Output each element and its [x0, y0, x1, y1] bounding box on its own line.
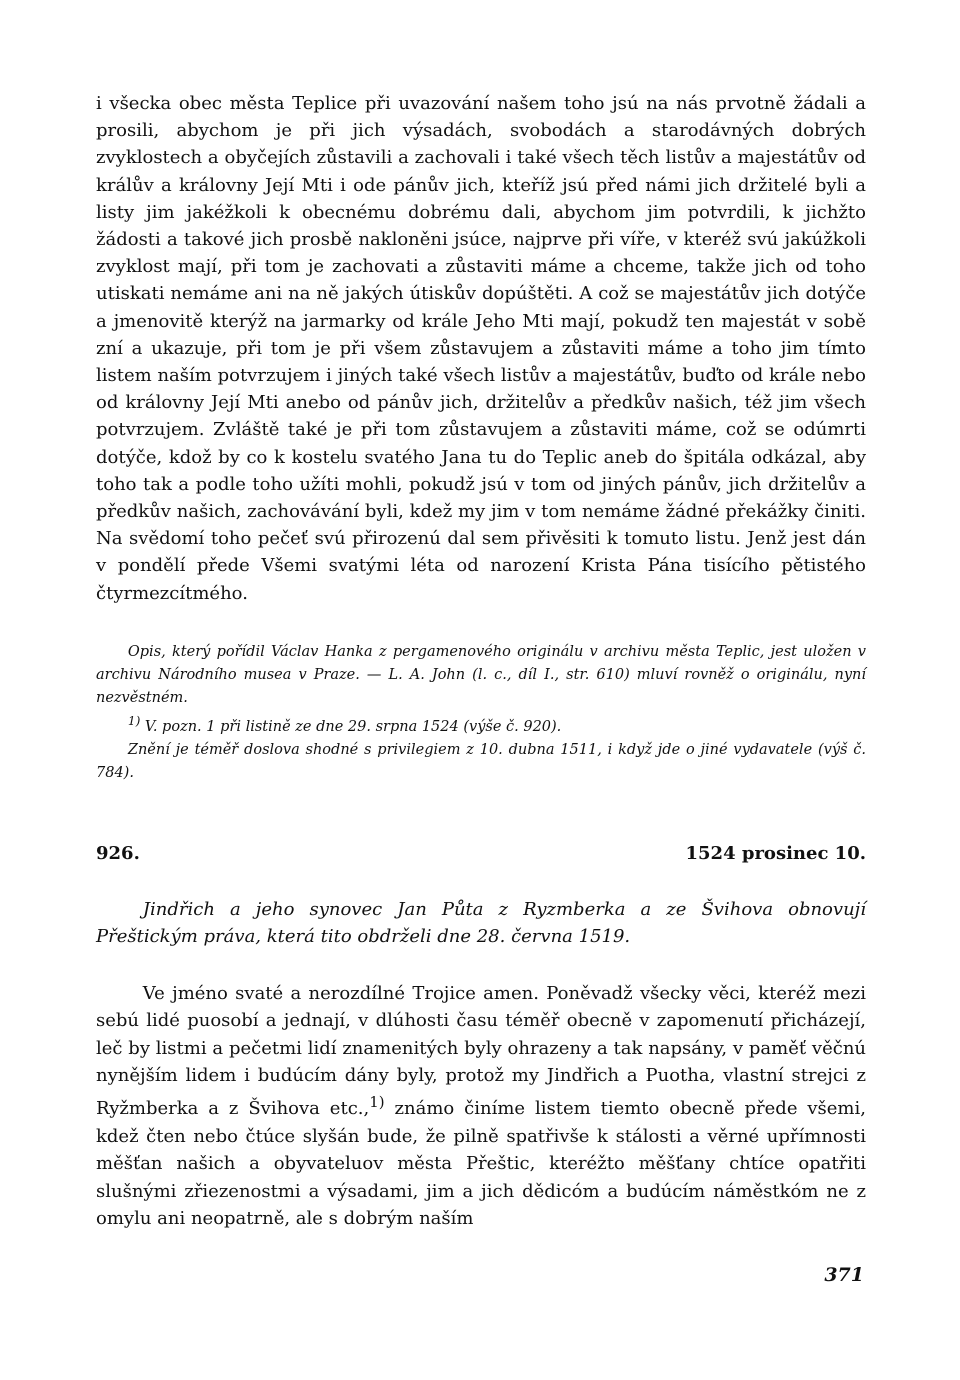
entry-text-part1: Ve jméno svaté a nerozdílné Trojice amen. Poněvadž všecky věci, kteréž mezi sebú lidé puosobí a jednají, v dlúhosti času téměř obecně v zapomenutí přicházejí, leč by listmi a pečetmi lidí znamenitých byly ohrazeny a tak napsány, v paměť věčnú nynějším lidem i budúcím dány byly, protož my Jindřich a Puotha, vlastní strejci z Ryžmberka a z Švihova etc., [96, 982, 866, 1120]
document-page [96, 90, 866, 1250]
editorial-notes [96, 641, 866, 785]
entry-date: 1524 prosinec 10. [685, 842, 866, 864]
note-footnote [96, 710, 866, 739]
entry-text-part2: známo činíme listem tiemto obecně přede všemi, kdež čten nebo čtúce slyšán bude, že pilně spatřivše k stálosti a věrné upřímnosti měšťan našich a obyvateluov města Přeštic, kteréžto měšťany chtíce opatřiti slušnými zřiezenostmi a výsadami, jim a jich dědicóm a budúcím náměstkóm ne z omylu ani neopatrně, ale s dobrým naším [96, 1098, 866, 1229]
footnote-mark: 1) [127, 713, 141, 728]
footnote-text: V. pozn. 1 při listině ze dne 29. srpna 1524 (výše č. 920). [140, 718, 562, 735]
charter-text [96, 90, 866, 607]
entry-heading [96, 843, 866, 864]
footnote-reference: 1) [369, 1093, 385, 1112]
entry-text [96, 980, 866, 1233]
note-source: Opis, který pořídil Václav Hanka z pergamenového originálu v archivu města Teplic, jest uložen v archivu Národního musea v Praze. — L. A. John (l. c., díl I., str. 610) mluví rovněž o originálu, nyní nezvěstném. [96, 643, 866, 706]
entry-summary: Jindřich a jeho synovec Jan Půta z Ryzmberka a ze Švihova obnovují Přeštickým práva, která tito obdrželi dne 28. června 1519. [96, 898, 866, 947]
note-wording: Znění je téměř doslova shodné s privilegiem z 10. dubna 1511, i když jde o jiné vydavatele (výš č. 784). [96, 741, 866, 781]
page-number: 371 [824, 1264, 864, 1286]
charter-paragraph: i všecka obec města Teplice při uvazování našem toho jsú na nás prvotně žádali a prosili, abychom je při jich výsadách, svobodách a starodávných dobrých zvyklostech a obyčejích zůstavili a zachovali i také všech těch listův a majestátův od králův a královny Její Mti i ode pánův jich, kteříž jsú před námi jich držitelé byli a listy jim jakéžkoli k obecnému dobrému dali, abychom jim potvrdili, k jichžto žádosti a takové jich prosbě nakloněni jsúce, najprve při víře, v kteréž svú jakúžkoli zvyklost mají, při tom je zachovati a zůstaviti máme a chceme, takže jich od toho utiskati nemáme ani na ně jakých útiskův dopúštěti. A což se majestátův jich dotýče a jmenovitě kterýž na jarmarky od krále Jeho Mti mají, pokudž ten majestát v sobě zní a ukazuje, při tom je při všem zůstavujem a zůstaviti máme a toho jim tímto listem naším potvrzujem i jiných také všech listův a majestátův, buďto od krále nebo od královny Její Mti anebo od pánův jich, držitelův a předkův našich, též jim všech potvrzujem. Zvláště také je při tom zůstavujem a zůstaviti máme, což se odúmrti dotýče, kdož by co k kostelu svatého Jana tu do Teplic aneb do špitála odkázal, aby toho tak a podle toho užíti mohli, pokudž jsú v tom od jiných pánův, jich držitelův a předkův našich, zachovávání byli, kdež my jim v tom nemáme žádné překážky činiti. Na svědomí toho pečeť svú přirozenú dal sem přivěsiti k tomuto listu. Jenž jest dán v pondělí přede Všemi svatými léta od narození Krista Pána tisícího pětistého čtyrmezcítmého. [96, 93, 866, 604]
entry-number: 926. [96, 842, 140, 864]
